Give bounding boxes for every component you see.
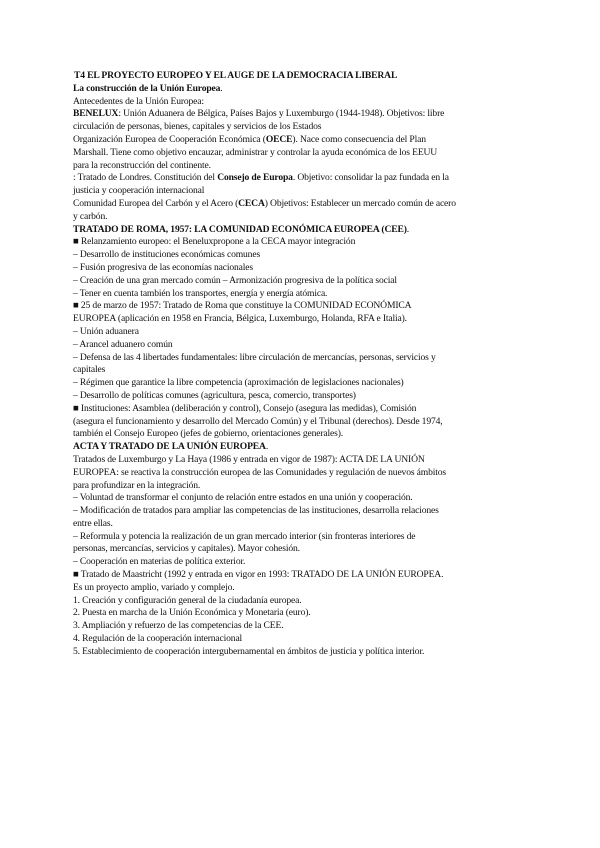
oece-line-1 xyxy=(73,134,512,147)
acta-line-8: personas, mercancías, servicios y capitales). Mayor cohesión. xyxy=(73,543,300,555)
acta-line-15: 4. Regulación de la cooperación internacional xyxy=(73,633,243,645)
roma-line-12: – Régimen que garantice la libre competencia (aproximación de legislaciones nacionales) xyxy=(73,377,404,389)
subtitle-period: . xyxy=(220,82,223,94)
section-subtitle xyxy=(73,83,512,96)
consejo-line-1 xyxy=(73,172,512,185)
roma-heading xyxy=(73,224,512,237)
subtitle-text: La construcción de la Unión Europea xyxy=(73,82,221,94)
ceca-post: ) Objetivos: Establecer un mercado común de acero xyxy=(264,197,456,209)
consejo-line-2: justicia y cooperación internacional xyxy=(73,185,205,197)
ceca-term: CECA xyxy=(238,197,265,209)
benelux-desc: : Unión Aduanera de Bélgica, Países Bajos y Luxemburgo (1944-1948). Objetivos: libre xyxy=(118,108,445,120)
ceca-line-2: y carbón. xyxy=(73,210,108,222)
roma-line-5: – Tener en cuenta también los transportes, energía y energía atómica. xyxy=(73,287,328,299)
benelux-term: BENELUX xyxy=(73,108,119,120)
acta-line-6: entre ellas. xyxy=(73,517,113,529)
benelux-line-2: circulación de personas, bienes, capitales y servicios de los Estados xyxy=(73,121,322,133)
acta-line-3: para profundizar en la integración. xyxy=(73,479,201,491)
oece-pre: Organización Europea de Cooperación Económica ( xyxy=(73,133,266,145)
consejo-term: Consejo de Europa xyxy=(217,172,293,184)
consejo-post: . Objetivo: consolidar la paz fundada en la xyxy=(292,172,449,184)
acta-line-5: – Modificación de tratados para ampliar las competencias de las instituciones, desarrolla relaciones xyxy=(73,505,439,517)
acta-line-12: 1. Creación y configuración general de la ciudadanía europea. xyxy=(73,594,302,606)
document-title: T4 EL PROYECTO EUROPEO Y EL AUGE DE LA DEMOCRACIA LIBERAL xyxy=(74,70,398,81)
roma-line-6: ■ 25 de marzo de 1957: Tratado de Roma que constituye la COMUNIDAD ECONÓMICA xyxy=(73,300,412,312)
roma-line-4: – Creación de una gran mercado común – Armonización progresiva de la política social xyxy=(73,274,397,286)
roma-line-11: capitales xyxy=(73,364,106,376)
ceca-pre: Comunidad Europea del Carbón y el Acero ( xyxy=(73,197,239,209)
ceca-line-1 xyxy=(73,198,512,211)
oece-post: ). Nace como consecuencia del Plan xyxy=(292,133,426,145)
oece-term: OECE xyxy=(265,133,293,145)
acta-line-13: 2. Puesta en marcha de la Unión Económica y Monetaria (euro). xyxy=(73,607,311,619)
acta-line-7: – Reformula y potencia la realización de un gran mercado interior (sin fronteras interiores de xyxy=(73,530,416,542)
roma-line-3: – Fusión progresiva de las economías nacionales xyxy=(73,261,253,273)
roma-line-15: (asegura el funcionamiento y desarrollo del Mercado Común) y el Tribunal (derechos). Desde 1974, xyxy=(73,415,443,427)
acta-line-4: – Voluntad de transformar el conjunto de relación entre estados en una unión y cooperación. xyxy=(73,492,413,504)
acta-line-16: 5. Establecimiento de cooperación intergubernamental en ámbitos de justicia y política interior. xyxy=(73,645,425,657)
roma-line-13: – Desarrollo de políticas comunes (agricultura, pesca, comercio, transportes) xyxy=(73,389,356,401)
acta-heading xyxy=(73,441,512,454)
roma-heading-period: . xyxy=(406,223,410,235)
acta-line-9: – Cooperación en materias de política exterior. xyxy=(73,556,246,568)
antecedentes-line: Antecedentes de la Unión Europea: xyxy=(73,95,204,107)
roma-heading-text: TRATADO DE ROMA, 1957: LA COMUNIDAD ECONÓMICA EUROPEA (CEE) xyxy=(73,223,407,235)
oece-line-3: para la reconstrucción del continente. xyxy=(73,159,211,171)
acta-line-2: EUROPEA: se reactiva la construcción europea de las Comunidades y regulación de nuevos ámbitos xyxy=(73,466,447,478)
acta-heading-text: ACTA Y TRATADO DE LA UNIÓN EUROPEA xyxy=(73,441,266,453)
consejo-pre: : Tratado de Londres. Constitución del xyxy=(73,172,218,184)
acta-line-14: 3. Ampliación y refuerzo de las competencias de la CEE. xyxy=(73,620,284,632)
roma-line-14: ■ Instituciones: Asamblea (deliberación y control), Consejo (asegura las medidas), Comisión xyxy=(73,402,417,414)
oece-line-2: Marshall. Tiene como objetivo encauzar, administrar y controlar la ayuda económica de los EEUU xyxy=(73,146,438,158)
roma-line-16: también el Consejo Europeo (jefes de gobierno, orientaciones generales). xyxy=(73,428,343,440)
roma-line-10: – Defensa de las 4 libertades fundamentales: libre circulación de mercancías, personas, servicios y xyxy=(73,351,436,363)
acta-line-11: Es un proyecto amplio, variado y complejo. xyxy=(73,581,235,593)
acta-line-1: Tratados de Luxemburgo y La Haya (1986 y entrada en vigor de 1987): ACTA DE LA UNIÓN xyxy=(73,453,425,465)
roma-line-2: – Desarrollo de instituciones económicas comunes xyxy=(73,249,261,261)
roma-line-9: – Arancel aduanero común xyxy=(73,338,173,350)
roma-line-8: – Unión aduanera xyxy=(73,325,139,337)
acta-line-10: ■ Tratado de Maastricht (1992 y entrada en vigor en 1993: TRATADO DE LA UNIÓN EUROPEA. xyxy=(73,569,444,581)
roma-line-1: ■ Relanzamiento europeo: el Beneluxpropone a la CECA mayor integración xyxy=(73,236,356,248)
roma-line-7: EUROPEA (aplicación en 1958 en Francia, Bélgica, Luxemburgo, Holanda, RFA e Italia). xyxy=(73,313,407,325)
benelux-line-1 xyxy=(73,108,512,121)
acta-heading-period: . xyxy=(265,441,269,453)
